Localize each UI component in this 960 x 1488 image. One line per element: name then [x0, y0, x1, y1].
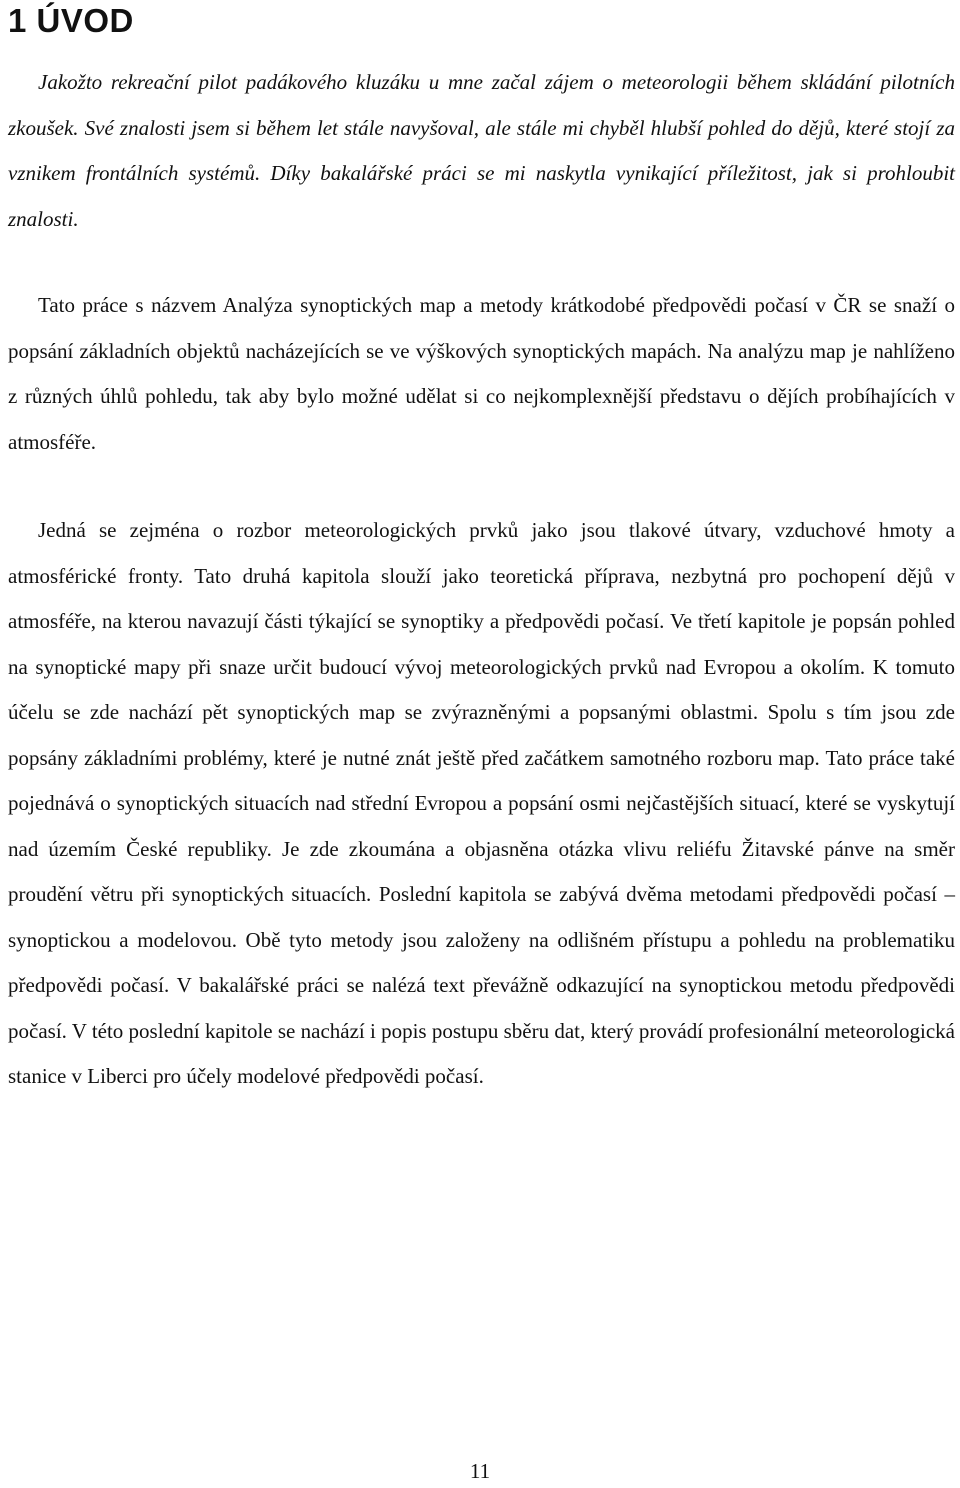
page-number: 11: [469, 1459, 491, 1483]
body-paragraph-topic: Tato práce s názvem Analýza synoptických map a metody krátkodobé předpovědi počasí v ČR se snaží o popsání základních objektů nacházejících se ve výškových synoptických mapách. Na analýzu map je nahlíženo z různých úhlů pohledu, tak aby bylo možné udělat si co nejkomplexnější představu o dějích probíhajících v atmosféře.: [8, 293, 955, 454]
body-paragraph-structure: Jedná se zejména o rozbor meteorologických prvků jako jsou tlakové útvary, vzduchové hmoty a atmosférické fronty. Tato druhá kapitola slouží jako teoretická příprava, nezbytná pro pochopení dějů v atmosféře, na kterou navazují části týkající se synoptiky a předpovědi počasí. Ve třetí kapitole je popsán pohled na synoptické mapy při snaze určit budoucí vývoj meteorologických prvků nad Evropou a okolím. K tomuto účelu se zde nachází pět synoptických map se zvýrazněnými a popsanými oblastmi. Spolu s tím jsou zde popsány základními problémy, které je nutné znát ještě před začátkem samotného rozboru map. Tato práce také pojednává o synoptických situacích nad střední Evropou a popsání osmi nejčastějších situací, které se vyskytují nad územím České republiky. Je zde zkoumána a objasněna otázka vlivu reliéfu Žitavské pánve na směr proudění větru při synoptických situacích. Poslední kapitola se zabývá dvěma metodami předpovědi počasí – synoptickou a modelovou. Obě tyto metody jsou založeny na odlišném přístupu a pohledu na problematiku předpovědi počasí. V bakalářské práci se nalézá text převážně odkazující na synoptickou metodu předpovědi počasí. V této poslední kapitole se nachází i popis postupu sběru dat, který provádí profesionální meteorologická stanice v Liberci pro účely modelové předpovědi počasí.: [8, 518, 955, 1088]
chapter-heading: 1 ÚVOD: [8, 2, 134, 39]
intro-paragraph: Jakožto rekreační pilot padákového kluzáku u mne začal zájem o meteorologii během skládání pilotních zkoušek. Své znalosti jsem si během let stále navyšoval, ale stále mi chyběl hlubší pohled do dějů, které stojí za vznikem frontálních systémů. Díky bakalářské práci se mi naskytla vynikající příležitost, jak si prohloubit znalosti.: [8, 70, 955, 231]
